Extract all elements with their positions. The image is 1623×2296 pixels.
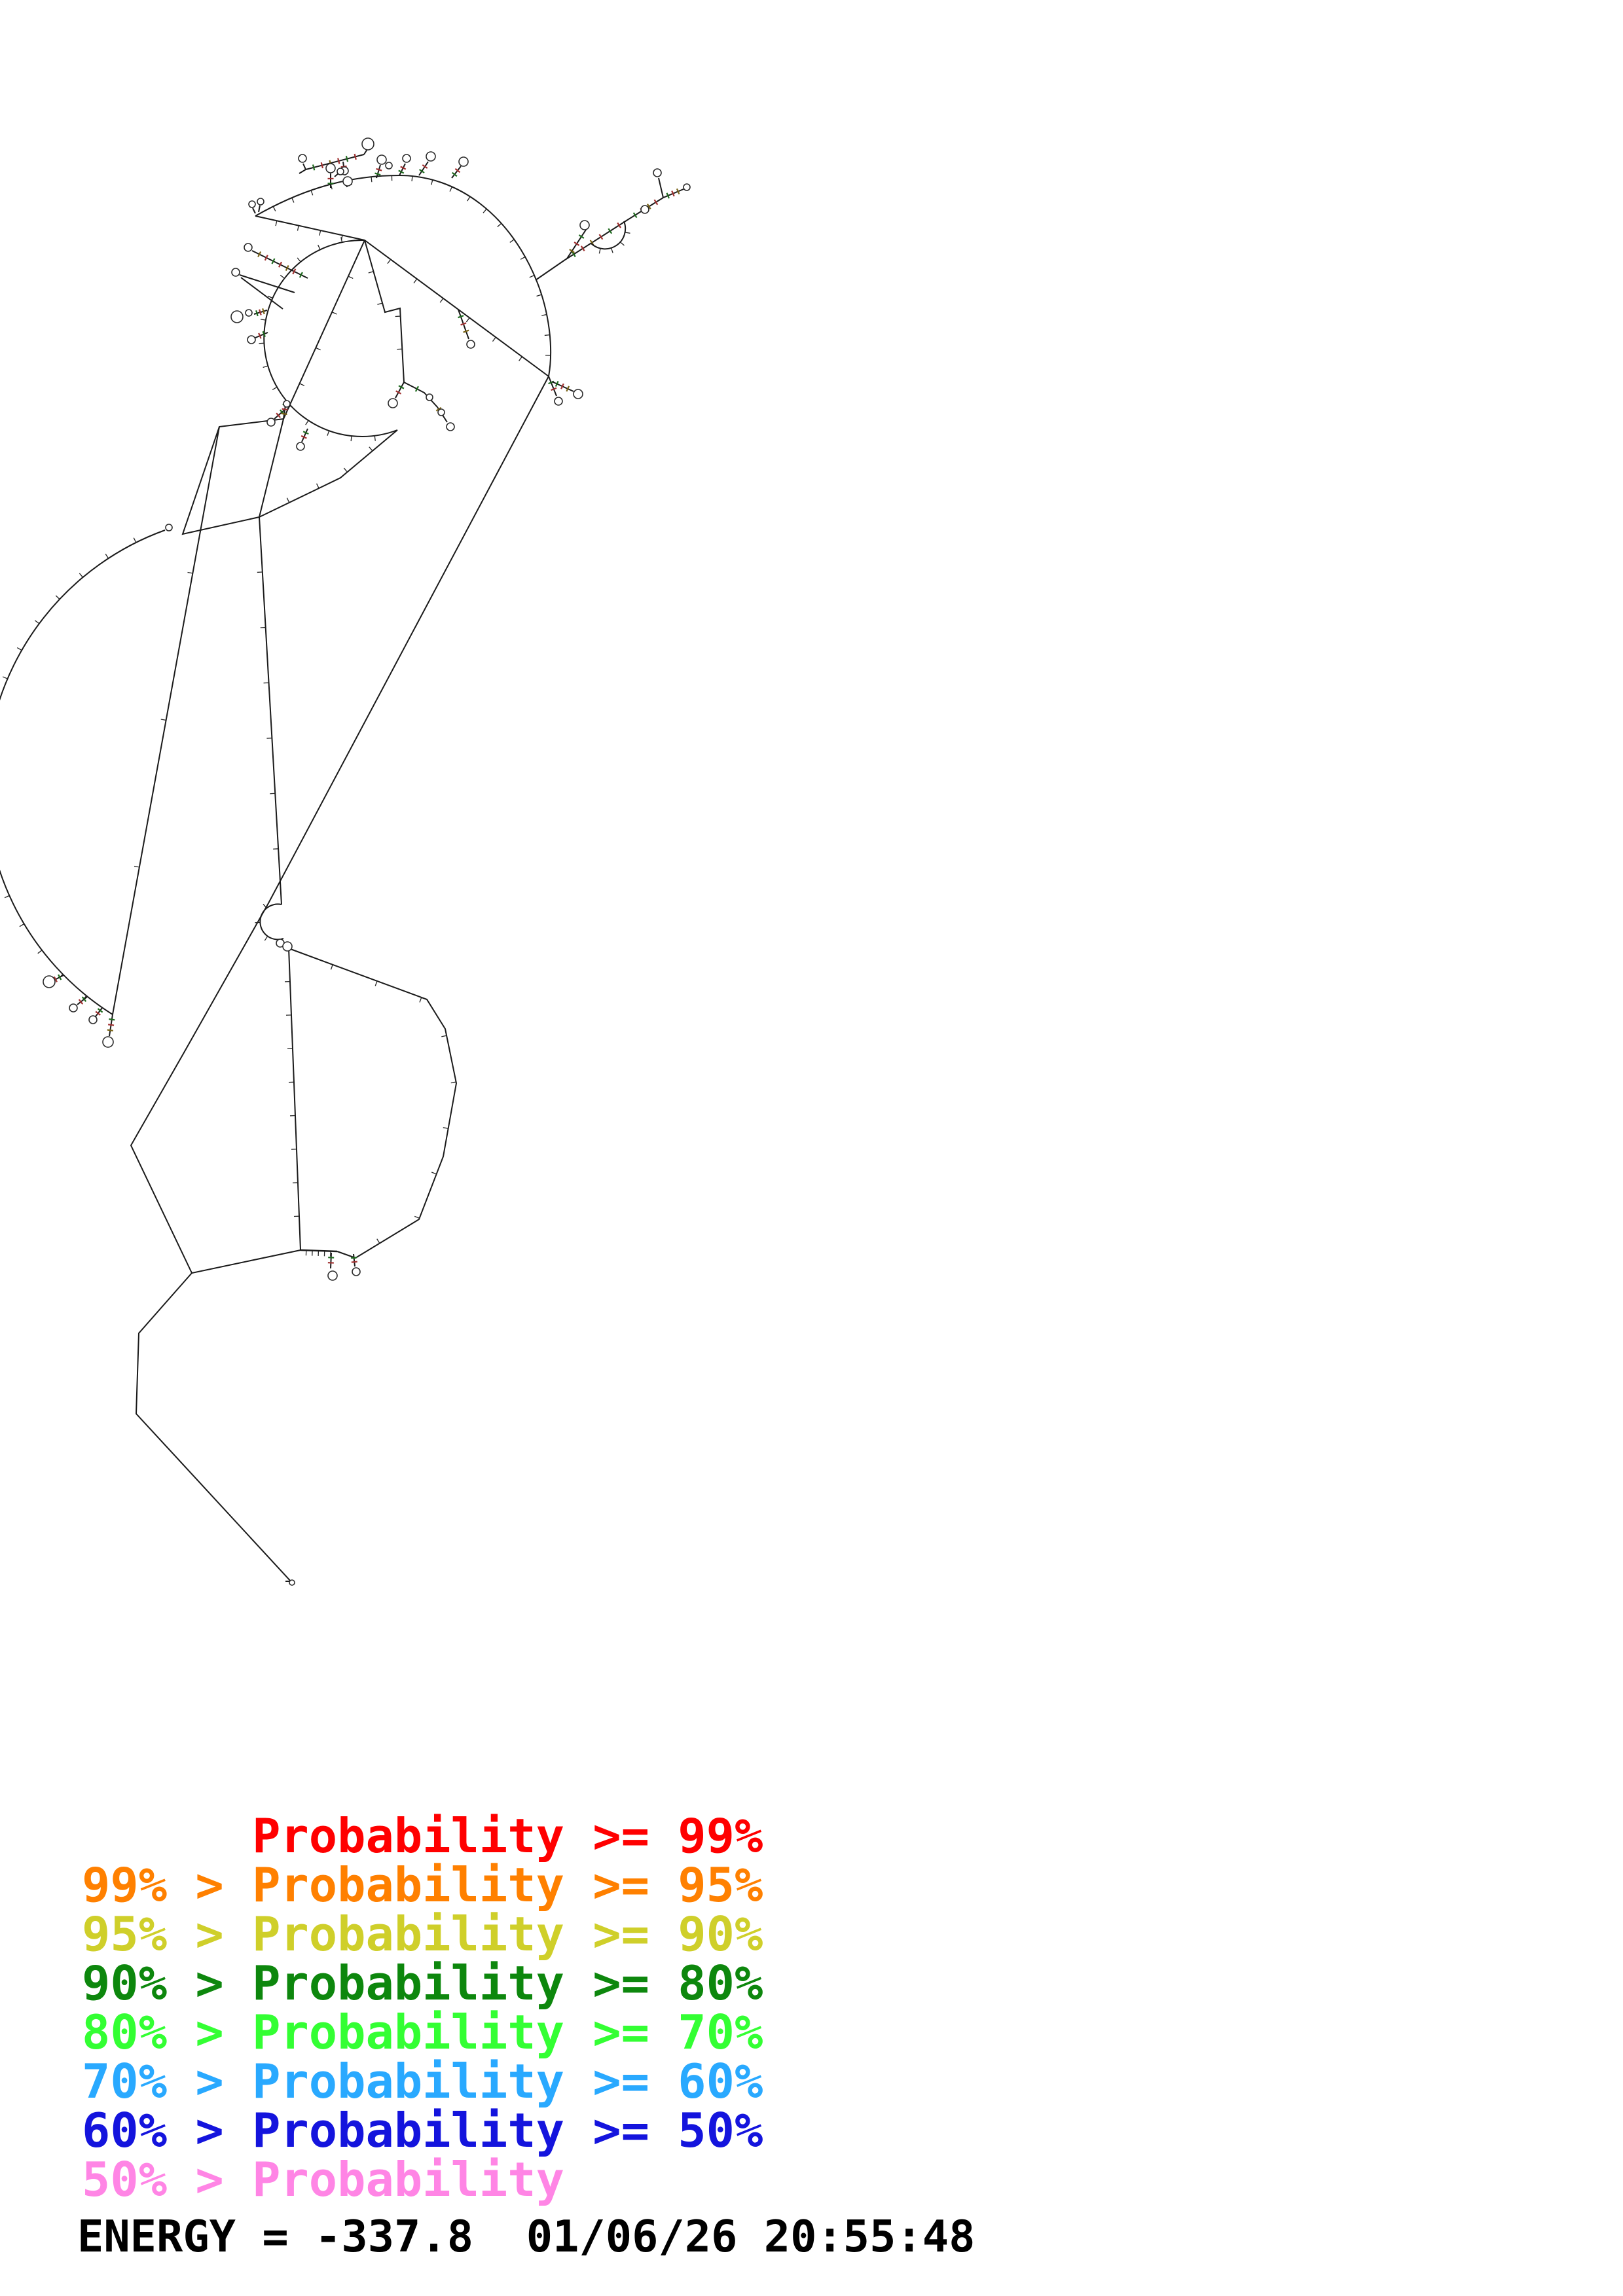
structure-mark: [319, 230, 321, 236]
structure-mark: [620, 242, 624, 245]
structure-backbone: [591, 221, 625, 249]
structure-mark: [441, 1035, 447, 1037]
hairpin-loop: [641, 206, 649, 213]
structure-mark: [346, 156, 348, 162]
structure-backbone: [259, 206, 260, 212]
structure-mark: [56, 596, 60, 599]
hairpin-loop: [257, 198, 264, 205]
hairpin-loop: [362, 138, 374, 150]
hairpin-loop: [343, 177, 352, 186]
structure-mark: [5, 895, 9, 897]
structure-backbone: [302, 429, 308, 442]
structure-backbone: [183, 419, 283, 534]
legend-row-1: Probability >= 99%: [82, 1808, 763, 1863]
structure-mark: [377, 1239, 380, 1244]
hairpin-loop: [232, 268, 240, 276]
structure-mark: [498, 223, 501, 226]
structure-backbone: [0, 530, 165, 1014]
structure-mark: [318, 245, 320, 249]
structure-mark: [467, 196, 470, 201]
hairpin-loop: [337, 168, 344, 175]
legend-row-4: 90% > Probability >= 80%: [82, 1956, 763, 2011]
structure-mark: [35, 620, 39, 624]
structure-mark: [20, 924, 24, 927]
structure-mark: [551, 388, 556, 390]
legend-row-7: 60% > Probability >= 50%: [82, 2103, 763, 2158]
hairpin-loop: [438, 409, 445, 416]
structure-mark: [300, 384, 304, 386]
hairpin-loop: [426, 152, 435, 161]
structure-mark: [375, 981, 377, 986]
structure-backbone: [136, 1250, 301, 1582]
structure-mark: [332, 312, 337, 314]
hairpin-loop: [328, 1271, 337, 1280]
structure-mark: [374, 436, 375, 441]
structure-mark: [264, 936, 267, 941]
structure-backbone: [255, 332, 268, 338]
hairpin-loop: [89, 1016, 97, 1024]
structure-mark: [388, 259, 391, 263]
structure-backbone: [299, 170, 306, 173]
hairpin-loop: [326, 164, 335, 173]
hairpin-loop: [377, 155, 386, 164]
structure-mark: [450, 187, 452, 191]
structure-mark: [461, 323, 466, 325]
hairpin-loop: [388, 399, 397, 408]
structure-backbone: [260, 904, 283, 939]
structure-mark: [313, 165, 314, 171]
structure-mark: [17, 648, 22, 651]
hairpin-loop: [69, 1004, 77, 1012]
structure-mark: [287, 498, 289, 503]
legend-row-2: 99% > Probability >= 95%: [82, 1857, 763, 1912]
structure-backbone: [264, 240, 397, 437]
hairpin-loop: [103, 1037, 113, 1047]
probability-legend: [82, 1808, 763, 2207]
structure-backbone: [659, 178, 663, 198]
legend-row-5: 80% > Probability >= 70%: [82, 2005, 763, 2060]
hairpin-loop: [283, 401, 290, 407]
structure-mark: [161, 719, 166, 720]
structure-backbone: [395, 382, 404, 398]
structure-mark: [38, 950, 42, 954]
legend-row-3: 95% > Probability >= 90%: [82, 1907, 763, 1962]
hairpin-loop: [574, 389, 583, 399]
structure-backbone: [259, 517, 282, 905]
hairpin-loop: [231, 311, 243, 323]
structure-mark: [187, 572, 192, 573]
hairpin-loop: [166, 524, 172, 531]
hairpin-loop: [459, 157, 468, 166]
structure-mark: [261, 319, 266, 320]
structure-backbone: [289, 948, 456, 1258]
structure-mark: [272, 387, 277, 389]
structure-mark: [431, 1172, 436, 1174]
structure-mark: [280, 275, 284, 278]
structure-mark: [317, 484, 319, 488]
structure-mark: [316, 348, 320, 350]
structure-mark: [263, 308, 264, 314]
hairpin-loop: [684, 184, 690, 190]
structure-mark: [545, 335, 550, 336]
legend-row-6: 70% > Probability >= 60%: [82, 2054, 763, 2109]
structure-mark: [259, 310, 261, 315]
structure-mark: [376, 169, 382, 171]
structure-mark: [351, 1257, 357, 1258]
hairpin-loop: [299, 154, 306, 162]
structure-mark: [451, 1082, 456, 1083]
hairpin-loop: [244, 243, 252, 251]
structure-mark: [263, 366, 268, 367]
structure-backbone: [303, 164, 306, 170]
structure-mark: [351, 436, 352, 441]
structure-backbone: [536, 260, 565, 280]
structure-mark: [352, 1262, 357, 1263]
structure-mark: [276, 221, 277, 226]
structure-mark: [483, 209, 486, 213]
structure-mark: [79, 573, 82, 577]
hairpin-loop: [289, 1580, 295, 1585]
structure-mark: [466, 318, 469, 322]
structure-backbone: [289, 948, 301, 1250]
structure-mark: [273, 206, 276, 211]
hairpin-loop: [246, 310, 252, 316]
structure-mark: [492, 337, 496, 341]
structure-mark: [297, 226, 299, 231]
hairpin-loop: [580, 221, 589, 230]
structure-mark: [414, 279, 417, 283]
structure-mark: [371, 177, 372, 182]
structure-mark: [321, 162, 323, 168]
structure-mark: [510, 240, 515, 243]
structure-mark: [420, 997, 422, 1003]
hairpin-loop: [426, 394, 433, 401]
structure-mark: [414, 1216, 419, 1218]
structure-mark: [458, 315, 464, 317]
structure-backbone: [365, 240, 404, 382]
structure-mark: [369, 447, 373, 451]
structure-mark: [327, 431, 329, 436]
structure-mark: [134, 538, 136, 543]
hairpin-loop: [403, 154, 410, 162]
structure-mark: [530, 276, 534, 278]
structure-backbone: [354, 1254, 355, 1266]
structure-mark: [292, 198, 294, 202]
structure-mark: [109, 1019, 115, 1020]
hairpin-loop: [283, 942, 292, 951]
structure-backbone: [255, 175, 551, 376]
hairpin-loop: [297, 442, 304, 450]
structure-backbone: [365, 240, 549, 376]
structure-backbone: [259, 430, 397, 517]
hairpin-loop: [386, 162, 392, 169]
structure-mark: [520, 257, 525, 259]
structure-backbone: [255, 216, 365, 240]
structure-mark: [108, 1024, 114, 1025]
hairpin-loop: [43, 976, 55, 988]
structure-mark: [625, 232, 630, 233]
structure-mark: [519, 357, 522, 361]
structure-mark: [541, 315, 547, 316]
structure-mark: [375, 173, 381, 175]
energy-caption: ENERGY = -337.8 01/06/26 20:55:48: [77, 2211, 976, 2262]
hairpin-loop: [267, 418, 275, 426]
structure-backbone: [131, 376, 549, 1273]
structure-mark: [3, 677, 7, 679]
structure-mark: [331, 965, 333, 970]
structure-backbone: [399, 164, 405, 175]
legend-row-8: 50% > Probability: [82, 2152, 564, 2207]
structure-mark: [355, 154, 356, 160]
structure-mark: [311, 190, 313, 196]
structure-mark: [282, 409, 288, 410]
structure-mark: [464, 331, 469, 332]
hairpin-loop: [555, 397, 562, 405]
structure-mark: [297, 258, 301, 262]
structure-mark: [611, 248, 613, 253]
structure-mark: [348, 276, 353, 278]
hairpin-loop: [447, 423, 454, 431]
hairpin-loop: [247, 336, 255, 344]
hairpin-loop: [249, 201, 255, 207]
structure-mark: [306, 420, 308, 425]
structure-backbone: [404, 382, 447, 422]
structure-mark: [105, 554, 108, 558]
structure-mark: [537, 295, 542, 296]
structure-backbone: [253, 208, 255, 213]
structure-mark: [599, 249, 600, 254]
hairpin-loop: [653, 169, 661, 177]
structure-mark: [338, 158, 339, 164]
structure-mark: [256, 310, 258, 316]
structure-mark: [369, 272, 374, 273]
structure-mark: [377, 303, 382, 304]
hairpin-loop: [352, 1268, 360, 1276]
structure-mark: [431, 180, 433, 185]
structure-mark: [134, 866, 139, 867]
structure-mark: [344, 468, 347, 472]
structure-mark: [440, 298, 443, 302]
structure-backbone: [240, 275, 295, 293]
hairpin-loop: [467, 340, 475, 348]
